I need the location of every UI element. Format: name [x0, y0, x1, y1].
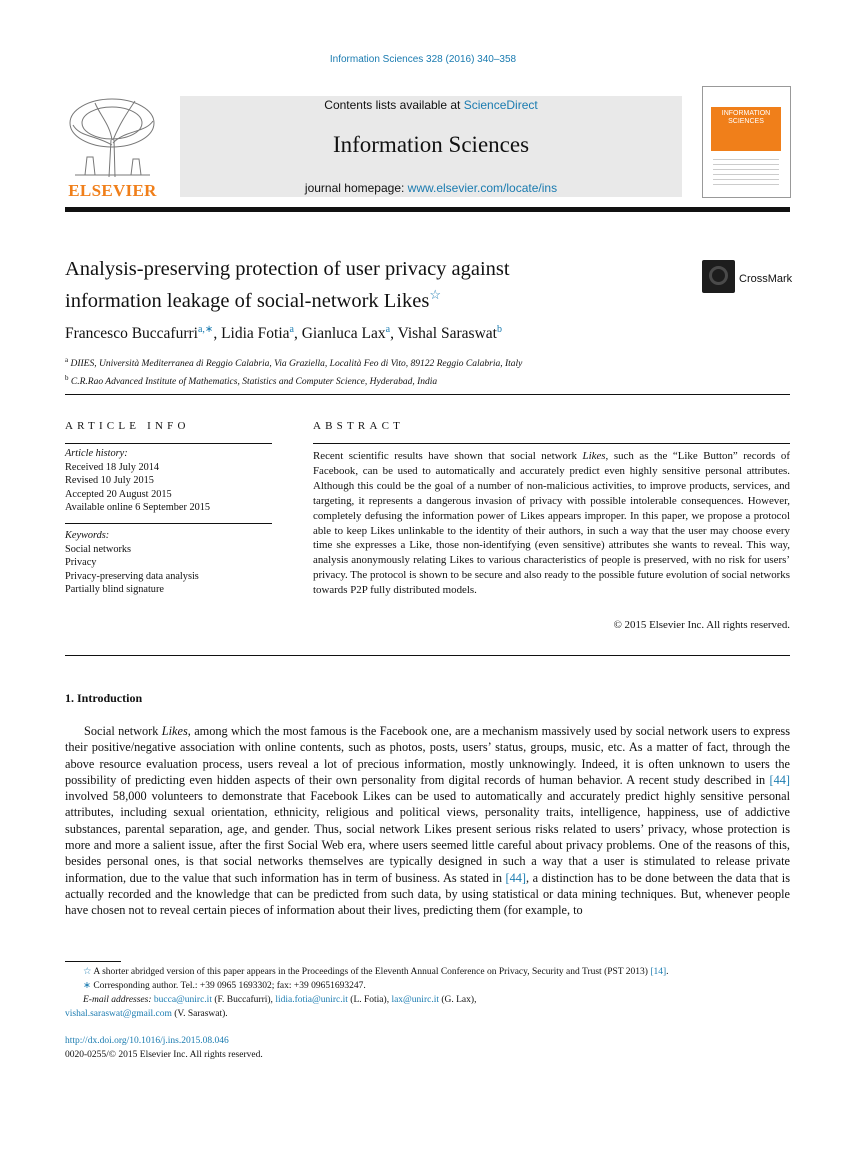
crossmark-badge[interactable] — [702, 260, 792, 294]
abstract-copyright: © 2015 Elsevier Inc. All rights reserved. — [613, 619, 790, 631]
footnote: ∗ Corresponding author. Tel.: +39 0965 1693302; fax: +39 09651693247. — [83, 981, 366, 991]
tree-icon — [65, 95, 160, 179]
keyword: Privacy-preserving data analysis — [65, 570, 199, 582]
footnote-divider — [65, 961, 121, 962]
history-item: Available online 6 September 2015 — [65, 502, 211, 513]
body-paragraph: Social network Likes, among which the most famous is the Facebook one, are a mechanism massively used by social network users to express their positive/negative association with online contents, such as photos, posts, users’ status, groups, music, etc. As a matter of fact, through the above resource evaluation process, users reveal a lot of precious information, mostly unknowingly. Indeed, it is often unknown to users the possibility of predicting even hidden aspects of their own personality from digital records of human behavior. A recent study described in [44] involved 58,000 volunteers to demonstrate that Facebook Likes can be used to automatically and accurately predict highly sensitive personal attributes, including sexual orientation, ethnicity, religious and political views, personality traits, intelligence, happiness, use of addictive substances, parental separation, age, and gender. Thus, social network Likes present serious risks related to users’ privacy, whose protection is more and more a salient issue, after the first Social Web era, where users seemed little careful about privacy problems. One of the reasons of this, besides personal ones, is that social networks themselves are typically designed in such a way that a user is stimulated to release private information, due to the value that such information has in term of business. As stated in [44], a distinction has to be done between the data that is actually recorded and the knowledge that can be predicted from such data, by using statistical or data mining techniques. But, whenever people have chosen not to reveal certain pieces of information about their lives, predicting them (for example, to — [65, 724, 790, 918]
abstract-heading: ABSTRACT — [313, 420, 405, 432]
citation-link[interactable]: [44] — [769, 772, 790, 787]
cover-text-lines — [713, 159, 779, 189]
title-footnote-mark[interactable]: ☆ — [429, 287, 441, 302]
affiliation: $^a$ DIIES, Università Mediterranea di Reggio Calabria, Via Graziella, Località Feo di Vito, 89122 Reggio Calabria, Italy — [65, 356, 523, 370]
email-link[interactable]: vishal.saraswat@gmail.com — [65, 1009, 172, 1019]
history-item: Revised 10 July 2015 — [65, 475, 154, 486]
doi-block — [65, 1034, 263, 1062]
divider — [65, 443, 272, 444]
email-link[interactable]: lidia.fotia@unirc.it — [275, 995, 348, 1005]
author-list: Francesco Buccafurri$^{a,∗}$, Lidia Fotia$^a$, Gianluca Lax$^a$, Vishal Saraswat$^b$ — [65, 324, 502, 343]
article-history: Article history: Received 18 July 2014 Revised 10 July 2015 Accepted 20 August 2015 Available online 6 September 2015 — [65, 448, 211, 513]
divider — [65, 655, 790, 656]
article-info-heading: ARTICLE INFO — [65, 420, 190, 432]
sciencedirect-link[interactable]: ScienceDirect — [463, 98, 538, 112]
footnote: ☆ A shorter abridged version of this paper appears in the Proceedings of the Eleventh Annual Conference on Privacy, Security and Trust (PST 2013) [14]. — [83, 967, 669, 977]
author[interactable]: Vishal Saraswat$^b$ — [397, 324, 502, 343]
keywords: Keywords: Social networks Privacy Privacy-preserving data analysis Partially blind signature — [65, 530, 199, 595]
issn-line: 0020-0255/© 2015 Elsevier Inc. All rights reserved. — [65, 1050, 263, 1060]
email-addresses-cont: vishal.saraswat@gmail.com (V. Saraswat). — [65, 1009, 228, 1019]
history-item: Received 18 July 2014 — [65, 461, 160, 473]
header-divider — [65, 207, 790, 212]
citation-link[interactable]: [44] — [505, 870, 527, 885]
publisher-wordmark: ELSEVIER — [68, 181, 157, 200]
keyword: Privacy — [65, 557, 97, 568]
author[interactable]: Francesco Buccafurri$^{a,∗}$ — [65, 324, 214, 343]
journal-citation[interactable]: Information Sciences 328 (2016) 340–358 — [329, 54, 517, 65]
homepage-line: journal homepage: www.elsevier.com/locate/ins — [304, 181, 558, 195]
crossmark-label: CrossMark — [739, 273, 793, 285]
history-item: Accepted 20 August 2015 — [65, 488, 172, 500]
email-link[interactable]: bucca@unirc.it — [153, 995, 212, 1005]
contents-line: Contents lists available at ScienceDirect — [324, 98, 538, 112]
doi-link[interactable]: http://dx.doi.org/10.1016/j.ins.2015.08.046 — [65, 1036, 229, 1046]
citation-link[interactable]: [14] — [650, 967, 667, 977]
affiliations — [65, 353, 522, 389]
keyword: Social networks — [65, 543, 132, 555]
affiliation: $^b$ C.R.Rao Advanced Institute of Mathematics, Statistics and Computer Science, Hyderabad, India — [65, 374, 438, 388]
elsevier-logo — [65, 95, 160, 201]
journal-cover[interactable] — [702, 86, 791, 198]
author[interactable]: Gianluca Lax$^a$ — [301, 324, 391, 343]
homepage-link[interactable]: www.elsevier.com/locate/ins — [407, 181, 558, 195]
author[interactable]: Lidia Fotia$^a$ — [221, 324, 294, 343]
divider — [313, 443, 790, 444]
keyword: Partially blind signature — [65, 584, 164, 595]
footnotes — [65, 965, 790, 1021]
abstract-text: Recent scientific results have shown that social network Likes, such as the “Like Button” records of Facebook, can be used to automatically and accurately predict even highly sensitive personal attributes. Although this could be the goal of a number of non-malicious activities, to improve products, services, and targeting, it represents a dangerous invasion of privacy with possible intolerable consequences. However, completely defusing the information power of Likes appears improper. In this paper, we propose a protocol able to keep Likes unlinkable to the identity of their authors, in such a way that the user may choose every time she expresses a Like, those non-identifying (even sensitive) attributes she wants to reveal. This way, analysis anonymously relating Likes to various characteristics of people is preserved, with no risk for users’ privacy. The protocol is shown to be secure and also ready to the possible future evolution of social networks towards P2P fully distributed models. — [313, 450, 790, 597]
journal-masthead — [180, 96, 682, 197]
crossmark-icon — [702, 260, 735, 293]
article-title: Analysis-preserving protection of user privacy against information leakage of social-network Likes☆ — [65, 258, 510, 312]
section-heading: 1. Introduction — [65, 691, 143, 705]
divider — [65, 394, 790, 395]
journal-title: Information Sciences — [332, 132, 530, 157]
divider — [65, 523, 272, 524]
email-addresses: E-mail addresses: bucca@unirc.it (F. Buccafurri), lidia.fotia@unirc.it (L. Fotia), lax@unirc.it (G. Lax), — [83, 995, 477, 1005]
email-link[interactable]: lax@unirc.it — [391, 995, 439, 1005]
cover-title: INFORMATION SCIENCES — [711, 107, 781, 151]
